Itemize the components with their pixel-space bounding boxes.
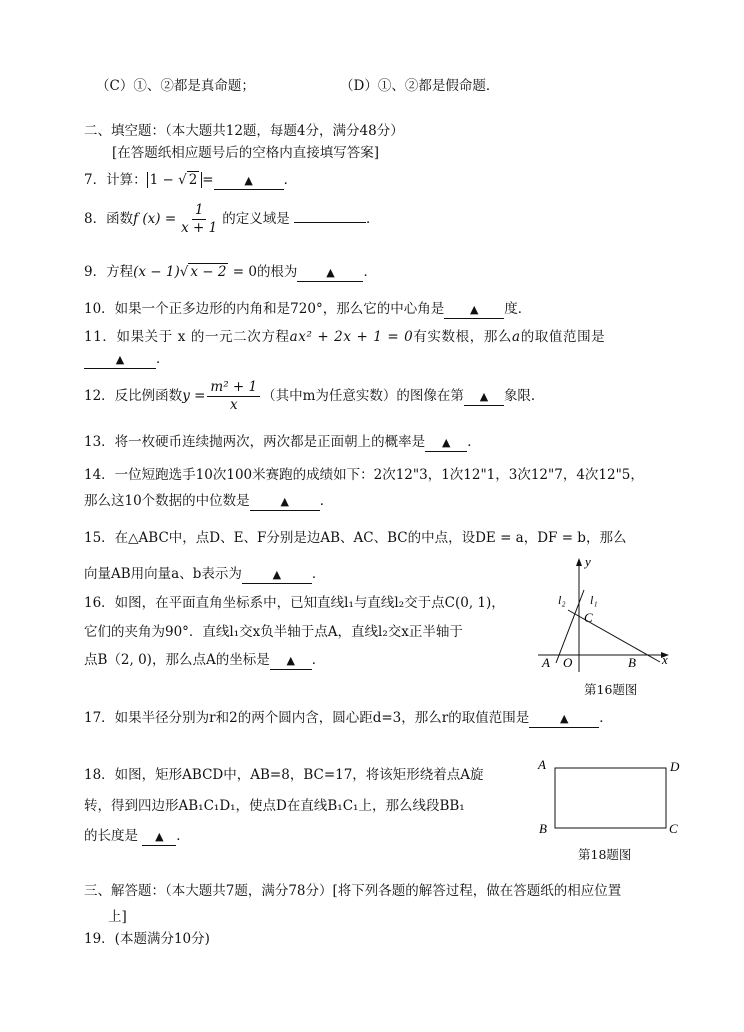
q12-denominator: x	[229, 397, 238, 413]
q8-post: 的定义域是	[222, 211, 290, 227]
q12-post: （其中m为任意实数）的图像在第	[262, 388, 464, 404]
q11-answer-blank[interactable]	[84, 351, 156, 369]
q8-end: ．	[366, 211, 380, 227]
fig16-x-label: x	[662, 652, 668, 667]
fig18-d-label: D	[670, 759, 680, 774]
q10-answer-blank[interactable]	[444, 301, 504, 319]
section3-title: 三、解答题：（本大题共7题，满分78分）[将下列各题的解答过程，做在答题纸的相应位置	[84, 883, 622, 899]
blank-marker: ▲	[469, 303, 479, 316]
figure-16-caption: 第16题图	[584, 682, 638, 697]
q11-expr: ax² + 2x + 1 = 0	[289, 329, 414, 345]
q12-end: 象限．	[503, 388, 545, 404]
q11-end: ．	[156, 351, 170, 367]
q14-end: ．	[319, 493, 334, 509]
blank-marker: ▲	[244, 174, 253, 187]
blank-marker: ▲	[115, 353, 125, 366]
fig16-y-label: y	[585, 554, 591, 569]
question-18-line1: 18．如图，矩形ABCD中，AB=8，BC=17，将该矩形绕着点A旋	[84, 767, 484, 783]
q15-line2-text: 向量AB用向量a、b表示为	[84, 566, 242, 582]
q9-expr-c: = 0	[228, 264, 257, 280]
figure-18	[535, 755, 695, 839]
figure-16	[532, 552, 682, 677]
rectangle-abcd	[555, 768, 666, 828]
q12-numerator: m² + 1	[207, 379, 260, 397]
q8-denominator: x + 1	[181, 220, 218, 236]
question-14-line2	[84, 491, 333, 511]
q18-answer-blank[interactable]	[142, 828, 176, 846]
fig16-o-label: O	[563, 655, 573, 670]
question-7	[84, 170, 297, 190]
question-14-line1: 14．一位短跑选手10次100米赛跑的成绩如下：2次12"3，1次12"1，3次12"7，4次12"5，	[84, 467, 644, 483]
fig16-b-label: B	[628, 655, 636, 670]
q9-answer-blank[interactable]	[297, 264, 363, 282]
blank-marker: ▲	[280, 495, 289, 508]
q13-end: ．	[467, 434, 481, 450]
q8-fraction	[178, 202, 220, 237]
q17-answer-blank[interactable]	[529, 710, 599, 728]
q9-post: 的根为	[256, 264, 298, 280]
question-17	[84, 708, 613, 728]
q14-answer-blank[interactable]	[250, 493, 320, 511]
blank-marker: ▲	[272, 568, 282, 581]
fig18-b-label: B	[539, 821, 547, 836]
blank-marker: ▲	[326, 266, 335, 279]
blank-marker: ▲	[155, 830, 164, 843]
question-18-line2: 转，得到四边形AB₁C₁D₁，使点D在直线B₁C₁上，那么线段BB₁	[84, 798, 465, 814]
q11-part-b: 有实数根，那么	[413, 329, 513, 345]
q12-answer-blank[interactable]	[464, 388, 504, 406]
q12-fraction	[207, 379, 260, 414]
q16-answer-blank[interactable]	[270, 652, 312, 670]
q9-sqrt-body: x − 2	[190, 264, 227, 280]
q10-text: 10．如果一个正多边形的内角和是720°，那么它的中心角是	[84, 301, 445, 317]
q9-prefix: 9．方程	[84, 264, 134, 280]
blank-marker: ▲	[479, 390, 489, 403]
question-16-line1: 16．如图，在平面直角坐标系中，已知直线l₁与直线l₂交于点C(0, 1)，	[84, 595, 505, 611]
q9-end: ．	[363, 264, 377, 280]
option-d: （D）①、②都是假命题．	[340, 78, 500, 94]
blank-marker: ▲	[441, 436, 451, 449]
blank-marker: ▲	[559, 712, 569, 725]
q15-answer-blank[interactable]	[242, 566, 312, 584]
q10-end: 度．	[504, 301, 532, 317]
q9-sqrt-sign: √	[179, 264, 189, 280]
q11-var: a	[512, 329, 521, 345]
q13-answer-blank[interactable]	[425, 434, 467, 452]
q16-line3-text: 点B（2, 0)，那么点A的坐标是	[84, 652, 270, 668]
q8-answer-blank[interactable]	[294, 222, 366, 223]
question-8	[84, 202, 380, 237]
q8-numerator: 1	[192, 202, 207, 220]
question-16-line2: 它们的夹角为90°．直线l₁交x负半轴于点A，直线l₂交x正半轴于	[84, 624, 463, 640]
question-19: 19．(本题满分10分)	[84, 931, 210, 947]
fig16-l1-label: l₁	[590, 593, 598, 607]
q18-line3-text: 的长度是	[84, 828, 138, 844]
section2-title: 二、填空题：（本大题共12题，每题4分，满分48分）	[84, 123, 404, 139]
fig18-c-label: C	[669, 821, 678, 836]
q7-abs	[147, 172, 203, 188]
section3-title-cont: 上]	[108, 909, 127, 925]
q15-end: ．	[311, 566, 326, 582]
question-15-line2	[84, 564, 325, 584]
question-9	[84, 262, 377, 282]
blank-marker: ▲	[286, 654, 295, 667]
q11-part-a: 11．如果关于 x 的一元二次方程	[84, 329, 290, 345]
q14-line2-text: 那么这10个数据的中位数是	[84, 493, 250, 509]
q7-expr-a: 1 −	[149, 172, 179, 188]
fig16-c-label: C	[584, 610, 593, 625]
section2-note: [在答题纸相应题号后的空格内直接填写答案]	[112, 145, 380, 161]
q17-text: 17．如果半径分别为r和2的两个圆内含，圆心距d=3，那么r的取值范围是	[84, 710, 530, 726]
question-16-line3	[84, 650, 325, 670]
question-11-line2	[84, 349, 170, 369]
q7-end: ．	[283, 172, 298, 188]
question-15-line1: 15．在△ABC中，点D、E、F分别是边AB、AC、BC的中点，设DE = a，DF = b，那么	[84, 530, 627, 546]
question-11	[84, 327, 605, 347]
q8-fx: f (x) =	[133, 211, 177, 227]
q7-sqrt-sign: √	[178, 172, 187, 188]
q7-sqrt-body: 2	[188, 172, 198, 188]
q7-answer-blank[interactable]	[214, 172, 284, 190]
q18-end: ．	[176, 828, 190, 844]
option-c: （C）①、②都是真命题；	[96, 78, 255, 94]
question-18-line3	[84, 826, 190, 846]
fig16-a-label: A	[542, 655, 550, 670]
q13-text: 13．将一枚硬币连续抛两次，两次都是正面朝上的概率是	[84, 434, 426, 450]
fig16-l2-label: l₂	[558, 593, 566, 607]
y-axis-arrow	[576, 558, 582, 566]
line-l2	[568, 610, 660, 662]
q8-prefix: 8．函数	[84, 211, 134, 227]
q7-eq: =	[202, 172, 214, 188]
q9-expr-a: (x − 1)	[133, 264, 180, 280]
fig18-a-label: A	[538, 757, 546, 772]
question-12	[84, 379, 544, 414]
figure-18-caption: 第18题图	[578, 847, 632, 862]
q12-y: y =	[182, 388, 206, 404]
q17-end: ．	[599, 710, 613, 726]
q12-prefix: 12．反比例函数	[84, 388, 183, 404]
q16-end: ．	[311, 652, 326, 668]
q11-part-c: 的取值范围是	[520, 329, 606, 345]
question-13	[84, 432, 481, 452]
question-10	[84, 299, 531, 319]
q7-prefix: 7．计算：	[84, 172, 147, 188]
